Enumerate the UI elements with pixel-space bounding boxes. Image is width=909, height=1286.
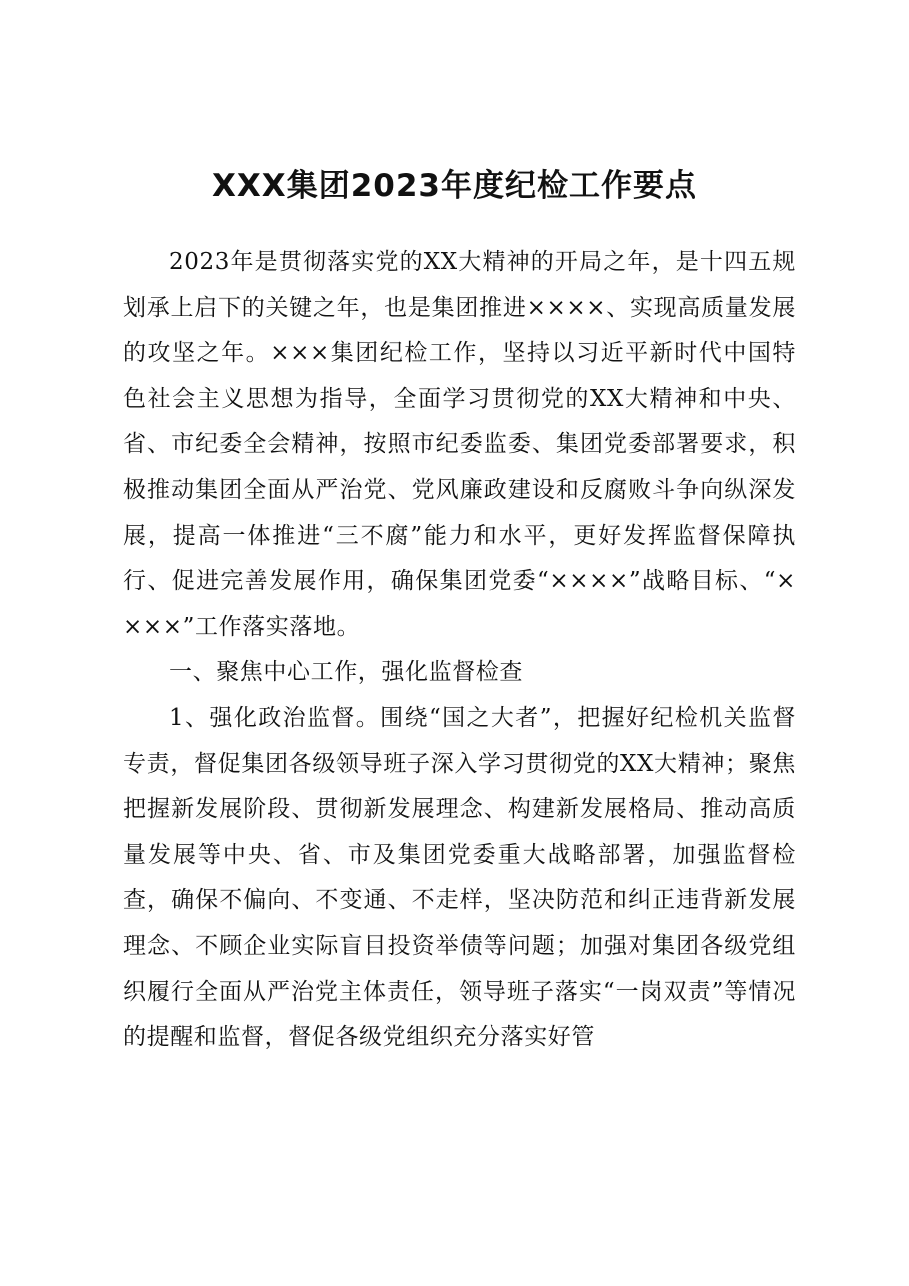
intro-paragraph: 2023年是贯彻落实党的XX大精神的开局之年，是十四五规划承上启下的关键之年，也是集团推进××××、实现高质量发展的攻坚之年。×××集团纪检工作，坚持以习近平新时代中国特色社会主义思想为指导，全面学习贯彻党的XX大精神和中央、省、市纪委全会精神，按照市纪委监委、集团党委部署要求，积极推动集团全面从严治党、党风廉政建设和反腐败斗争向纵深发展，提高一体推进“三不腐”能力和水平，更好发挥监督保障执行、促进完善发展作用，确保集团党委“××××”战略目标、“××××”工作落实落地。 <box>123 249 796 640</box>
section-paragraph: 1、强化政治监督。围绕“国之大者”，把握好纪检机关监督专责，督促集团各级领导班子深入学习贯彻党的XX大精神；聚焦把握新发展阶段、贯彻新发展理念、构建新发展格局、推动高质量发展等中央、省、市及集团党委重大战略部署，加强监督检查，确保不偏向、不变通、不走样，坚决防范和纠正违背新发展理念、不顾企业实际盲目投资举债等问题；加强对集团各级党组织履行全面从严治党主体责任，领导班子落实“一岗双责”等情况的提醒和监督，督促各级党组织充分落实好管 <box>123 704 796 1051</box>
document-title: XXX集团2023年度纪检工作要点 <box>212 168 697 204</box>
section-heading: 一、聚焦中心工作，强化监督检查 <box>169 659 523 686</box>
document-body <box>123 240 796 1061</box>
